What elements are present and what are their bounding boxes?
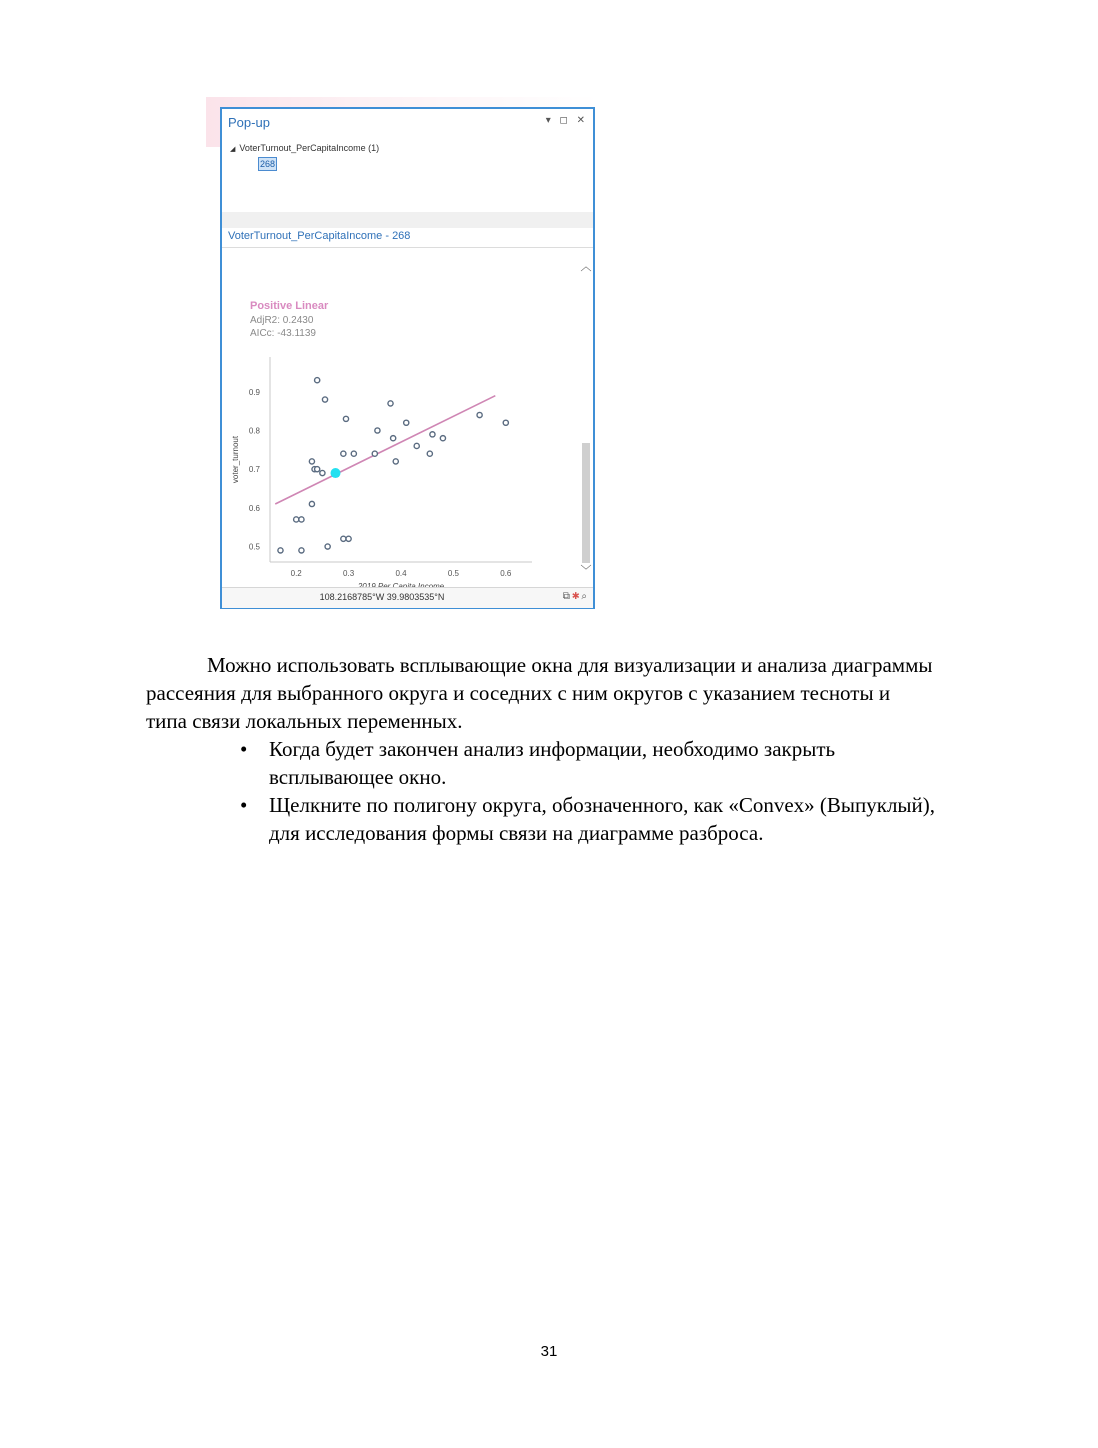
- data-point: [427, 451, 432, 456]
- x-tick-label: 0.3: [343, 569, 355, 578]
- data-point: [309, 501, 314, 506]
- trend-line: [275, 396, 495, 504]
- popup-window: [220, 107, 595, 609]
- y-tick-label: 0.7: [248, 465, 260, 475]
- data-point: [294, 517, 299, 522]
- x-tick-label: 0.2: [290, 569, 302, 578]
- x-tick-label: 0.5: [447, 569, 459, 578]
- data-point: [503, 420, 508, 425]
- tree-item[interactable]: [230, 143, 379, 153]
- collapse-arrow-icon[interactable]: ◢: [230, 146, 236, 153]
- copy-icon[interactable]: ⧉: [562, 591, 572, 602]
- flash-icon[interactable]: ✱: [571, 591, 582, 602]
- scrollbar[interactable]: [580, 261, 592, 579]
- scatter-chart: [222, 269, 572, 584]
- data-point: [315, 467, 320, 472]
- x-tick-label: 0.4: [395, 569, 407, 578]
- popup-screenshot: [206, 97, 598, 613]
- data-point: [430, 432, 435, 437]
- data-point: [391, 436, 396, 441]
- body-text: [146, 651, 936, 847]
- list-item-text: Когда будет закончен анализ информации, необходимо закрыть всплывающее окно.: [269, 737, 836, 789]
- divider: [222, 247, 593, 248]
- selected-point: [331, 468, 341, 478]
- data-point: [299, 548, 304, 553]
- coordinates-readout: 108.2168785°W 39.9803535°N: [319, 592, 445, 602]
- data-point: [320, 470, 325, 475]
- zoom-icon[interactable]: ⌕: [581, 591, 589, 602]
- data-point: [351, 451, 356, 456]
- data-point: [372, 451, 377, 456]
- y-axis-label: voter_turnout: [231, 435, 240, 484]
- bullet-list: [146, 735, 936, 847]
- data-point: [309, 459, 314, 464]
- data-point: [278, 548, 283, 553]
- paragraph: Можно использовать всплывающие окна для визуализации и анализа диаграммы рассеяния для выбранного округа и соседних с ним округов с указанием тесноты и типа связи локальных переменных.: [146, 653, 933, 733]
- list-item: [240, 735, 936, 791]
- data-point: [299, 517, 304, 522]
- x-tick-label: 0.6: [500, 569, 512, 578]
- data-point: [414, 443, 419, 448]
- data-point: [341, 536, 346, 541]
- list-item-text: Щелкните по полигону округа, обозначенного, как «Convex» (Выпуклый), для исследования формы связи на диаграмме разброса.: [269, 793, 936, 845]
- feature-id-chip[interactable]: 268: [260, 159, 276, 169]
- data-point: [315, 378, 320, 383]
- status-icons: [563, 591, 589, 602]
- layer-title: VoterTurnout_PerCapitaIncome - 268: [228, 230, 411, 242]
- data-point: [343, 416, 348, 421]
- data-point: [325, 544, 330, 549]
- annotation-title: Positive Linear: [250, 300, 329, 312]
- chevron-down-icon[interactable]: ﹀: [580, 565, 592, 577]
- data-point: [322, 397, 327, 402]
- y-tick-label: 0.9: [248, 387, 260, 397]
- popup-title: Pop-up: [228, 115, 270, 130]
- data-point: [477, 412, 482, 417]
- data-point: [375, 428, 380, 433]
- y-tick-label: 0.6: [248, 503, 260, 513]
- tree-item-label: VoterTurnout_PerCapitaIncome (1): [239, 143, 380, 153]
- status-bar: [222, 587, 593, 608]
- data-point: [393, 459, 398, 464]
- bullet-icon: •: [240, 737, 248, 761]
- annotation-line: AdjR2: 0.2430: [250, 315, 314, 326]
- list-item: [240, 791, 936, 847]
- data-point: [388, 401, 393, 406]
- y-tick-label: 0.5: [248, 542, 260, 552]
- y-tick-label: 0.8: [248, 426, 260, 436]
- divider-band: [222, 212, 593, 228]
- data-point: [440, 436, 445, 441]
- annotation-line: AICc: -43.1139: [250, 328, 316, 339]
- data-point: [404, 420, 409, 425]
- data-point: [341, 451, 346, 456]
- window-controls[interactable]: ▾ ◻ ✕: [545, 115, 588, 126]
- bullet-icon: •: [240, 793, 248, 817]
- page-number: 31: [540, 1343, 558, 1360]
- data-point: [346, 536, 351, 541]
- scroll-thumb[interactable]: [582, 443, 590, 563]
- chevron-up-icon[interactable]: ︿: [580, 261, 592, 273]
